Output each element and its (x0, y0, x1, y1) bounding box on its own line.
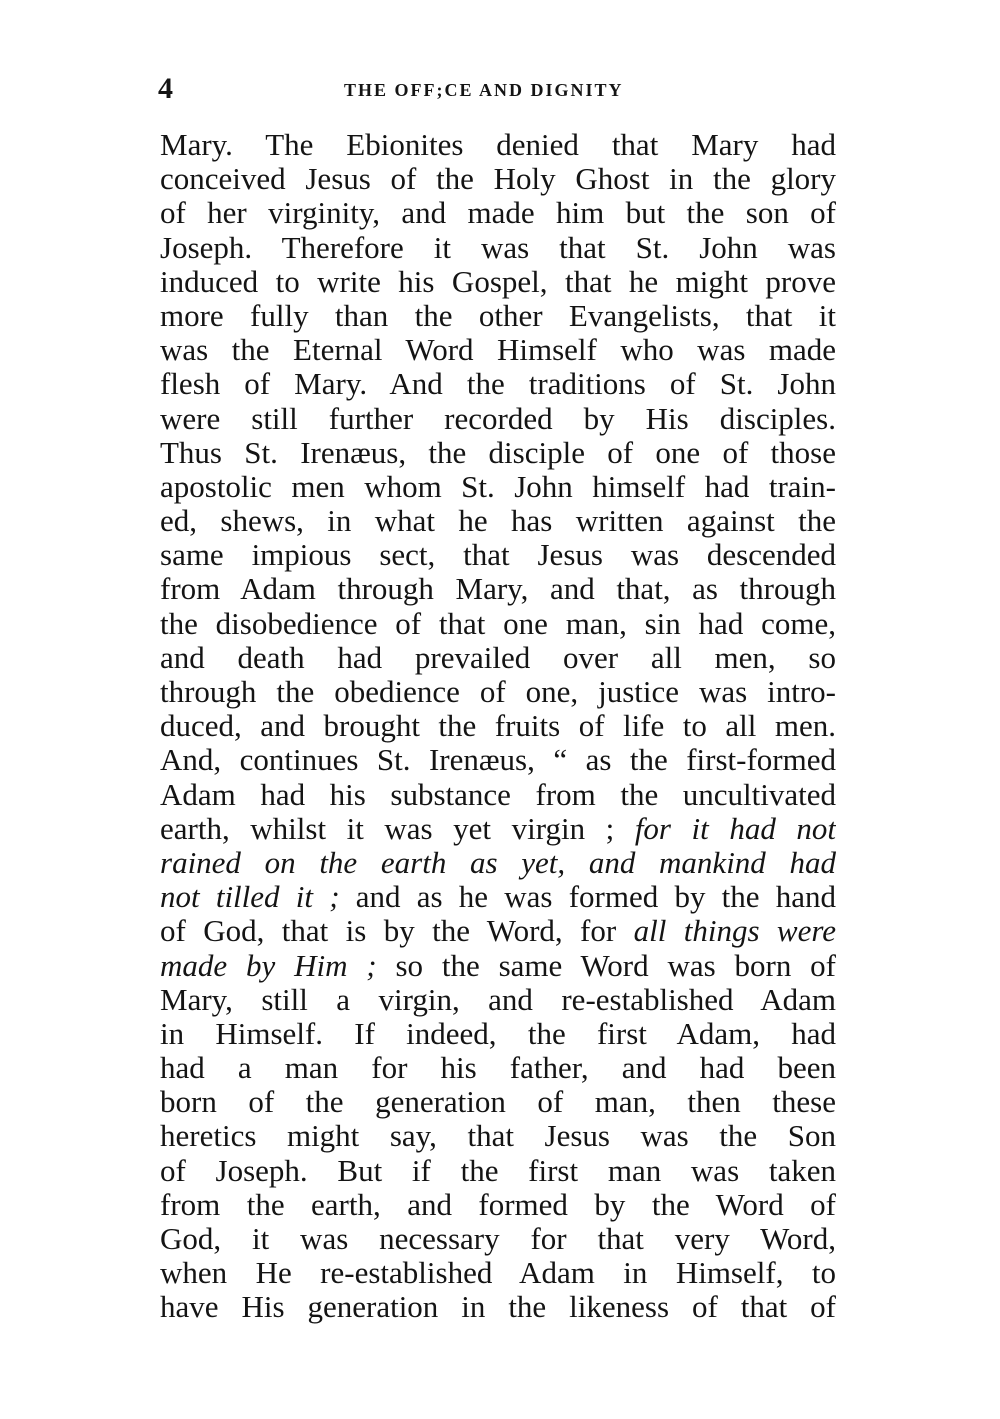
text-line: in Himself. If indeed, the first Adam, had (160, 1016, 836, 1051)
text-line: had a man for his father, and had been (160, 1051, 836, 1086)
italic-quote: for it had not (634, 811, 836, 846)
text-line: made by Him ; so the same Word was born of (160, 948, 836, 983)
text-line: of her virginity, and made him but the son of (160, 196, 836, 231)
text-line: Mary. The Ebionites denied that Mary had (160, 128, 836, 162)
text-line: not tilled it ; and as he was formed by the hand (160, 880, 836, 915)
italic-quote: rained on the earth as yet, and mankind had (160, 845, 836, 880)
page-number: 4 (158, 72, 173, 105)
text-line: from Adam through Mary, and that, as through (160, 572, 836, 607)
running-title: THE OFF;CE AND DIGNITY (344, 80, 624, 100)
text-line: same impious sect, that Jesus was descended (160, 538, 836, 573)
text-line: was the Eternal Word Himself who was made (160, 333, 836, 368)
text-line (160, 846, 836, 880)
text-line: induced to write his Gospel, that he might prove (160, 264, 836, 299)
text-line: Mary, still a virgin, and re-established Adam (160, 982, 836, 1017)
text-line: from the earth, and formed by the Word of (160, 1187, 836, 1222)
text-line: Joseph. Therefore it was that St. John was (160, 230, 836, 265)
italic-quote: made by Him ; (160, 948, 377, 983)
text-line: when He re-established Adam in Himself, to (160, 1256, 836, 1291)
italic-quote: not tilled it ; (160, 880, 340, 915)
text-line: Thus St. Irenæus, the disciple of one of those (160, 435, 836, 470)
text-line: duced, and brought the fruits of life to all men. (160, 709, 836, 744)
text-line: have His generation in the likeness of that of (160, 1290, 836, 1325)
text-line: were still further recorded by His disciples. (160, 401, 836, 436)
italic-quote: all things were (633, 914, 836, 949)
text-line: more fully than the other Evangelists, that it (160, 298, 836, 333)
text-line: through the obedience of one, justice was intro- (160, 675, 836, 709)
text-line: earth, whilst it was yet virgin ; for it had not (160, 811, 836, 846)
text-line: of God, that is by the Word, for all things were (160, 914, 836, 949)
text-line: the disobedience of that one man, sin had come, (160, 606, 836, 641)
text-line: God, it was necessary for that very Word, (160, 1222, 836, 1256)
body-text (160, 128, 836, 1325)
text-line: apostolic men whom St. John himself had train- (160, 469, 836, 504)
running-head (158, 72, 842, 106)
text-line: Adam had his substance from the uncultivated (160, 777, 836, 812)
text-line: and death had prevailed over all men, so (160, 640, 836, 675)
text-line: And, continues St. Irenæus, “ as the first-formed (160, 743, 836, 778)
text-line: flesh of Mary. And the traditions of St. John (160, 367, 836, 402)
text-line: born of the generation of man, then these (160, 1085, 836, 1120)
text-line: conceived Jesus of the Holy Ghost in the glory (160, 162, 836, 197)
text-line: of Joseph. But if the first man was taken (160, 1153, 836, 1188)
text-line: ed, shews, in what he has written against the (160, 504, 836, 539)
text-line: heretics might say, that Jesus was the Son (160, 1119, 836, 1154)
